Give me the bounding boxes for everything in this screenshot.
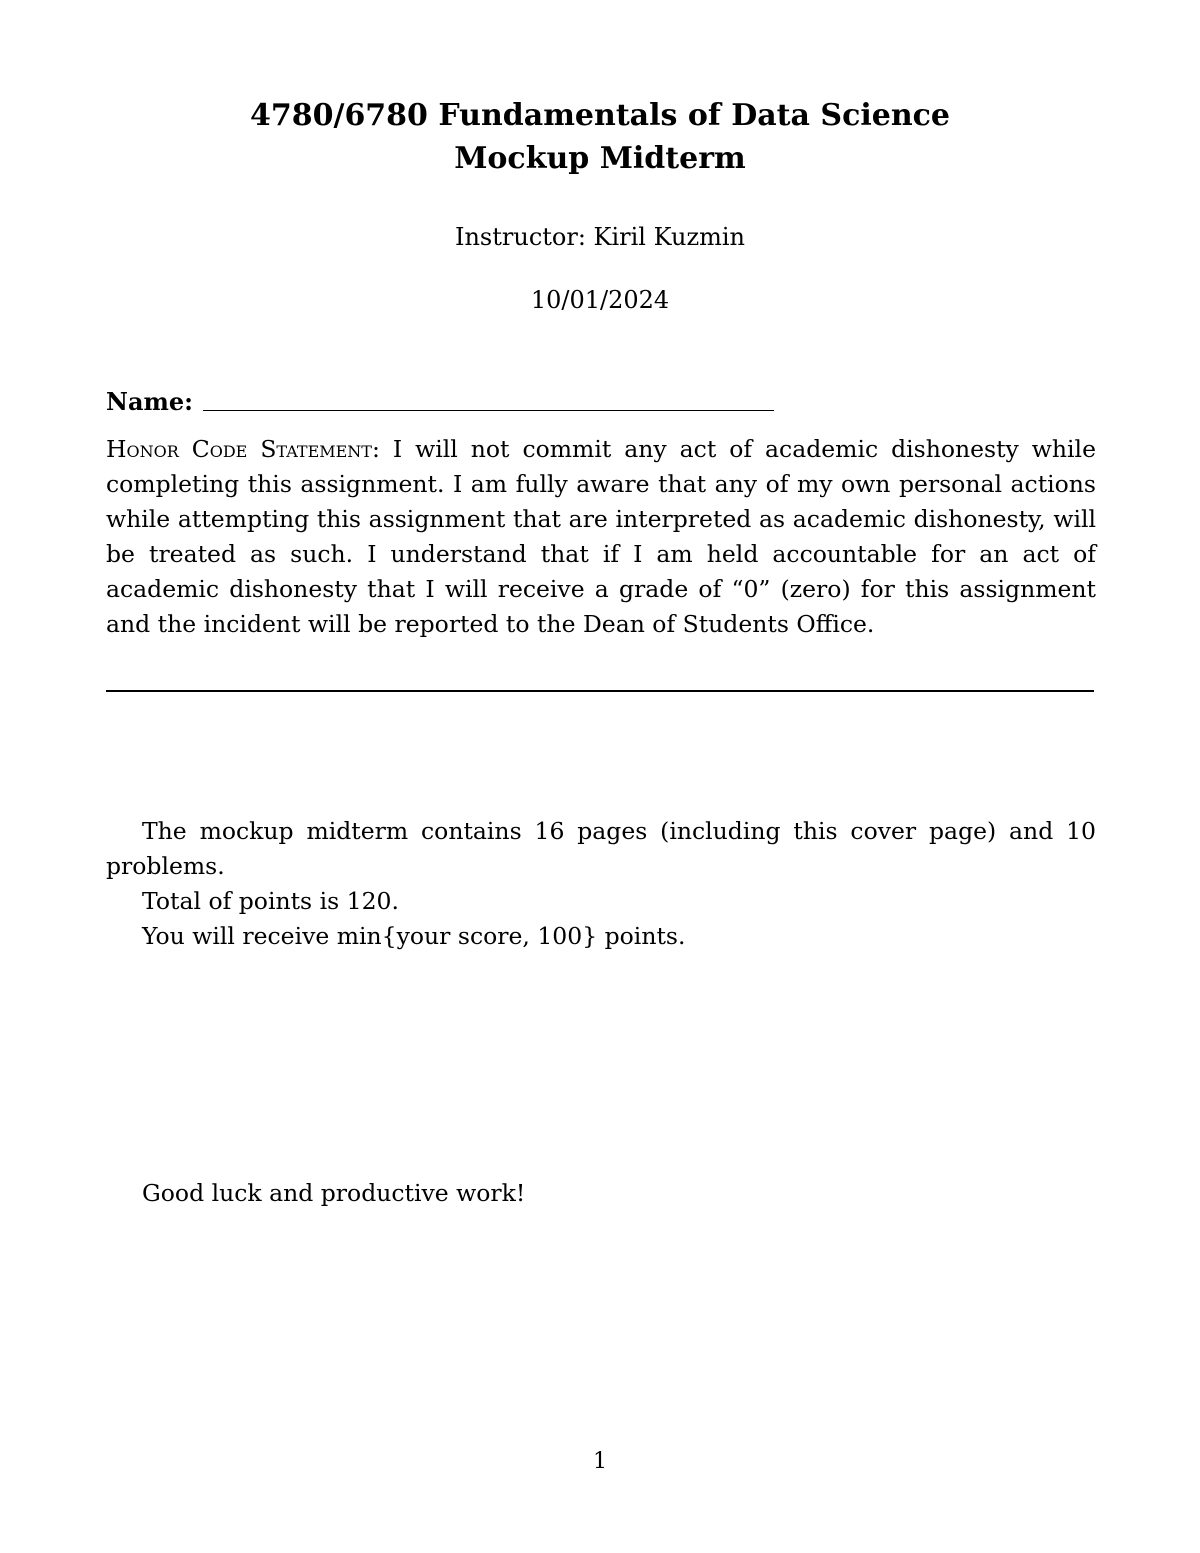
exam-date: 10/01/2024	[530, 286, 670, 314]
name-label: Name:	[106, 387, 194, 416]
signature-line[interactable]	[106, 690, 1094, 692]
honor-code-statement	[106, 432, 1096, 642]
page-number: 1	[593, 1449, 607, 1474]
name-row	[106, 384, 193, 420]
name-field[interactable]	[203, 410, 774, 411]
exam-title: Mockup Midterm	[454, 141, 746, 176]
honor-code-text: I will not commit any act of academic dishonesty while completing this assignment. I am fully aware that any of my own personal actions while attempting this assignment that are interpreted as academic dishonesty, will be treated as such. I understand that if I am held accountable for an act of academic dishonesty that I will receive a grade of “0” (zero) for this assignment and the incident will be reported to the Dean of Students Office.	[106, 435, 1096, 638]
good-luck-message: Good luck and productive work!	[142, 1179, 526, 1207]
instructor-line: Instructor: Kiril Kuzmin	[454, 223, 745, 251]
score-rule: You will receive min{your score, 100} points.	[142, 922, 686, 950]
pages-info: The mockup midterm contains 16 pages (including this cover page) and 10 problems.	[106, 817, 1096, 880]
total-points: Total of points is 120.	[142, 887, 399, 915]
honor-code-label: Honor Code Statement:	[106, 435, 380, 463]
course-title: 4780/6780 Fundamentals of Data Science	[249, 98, 950, 133]
